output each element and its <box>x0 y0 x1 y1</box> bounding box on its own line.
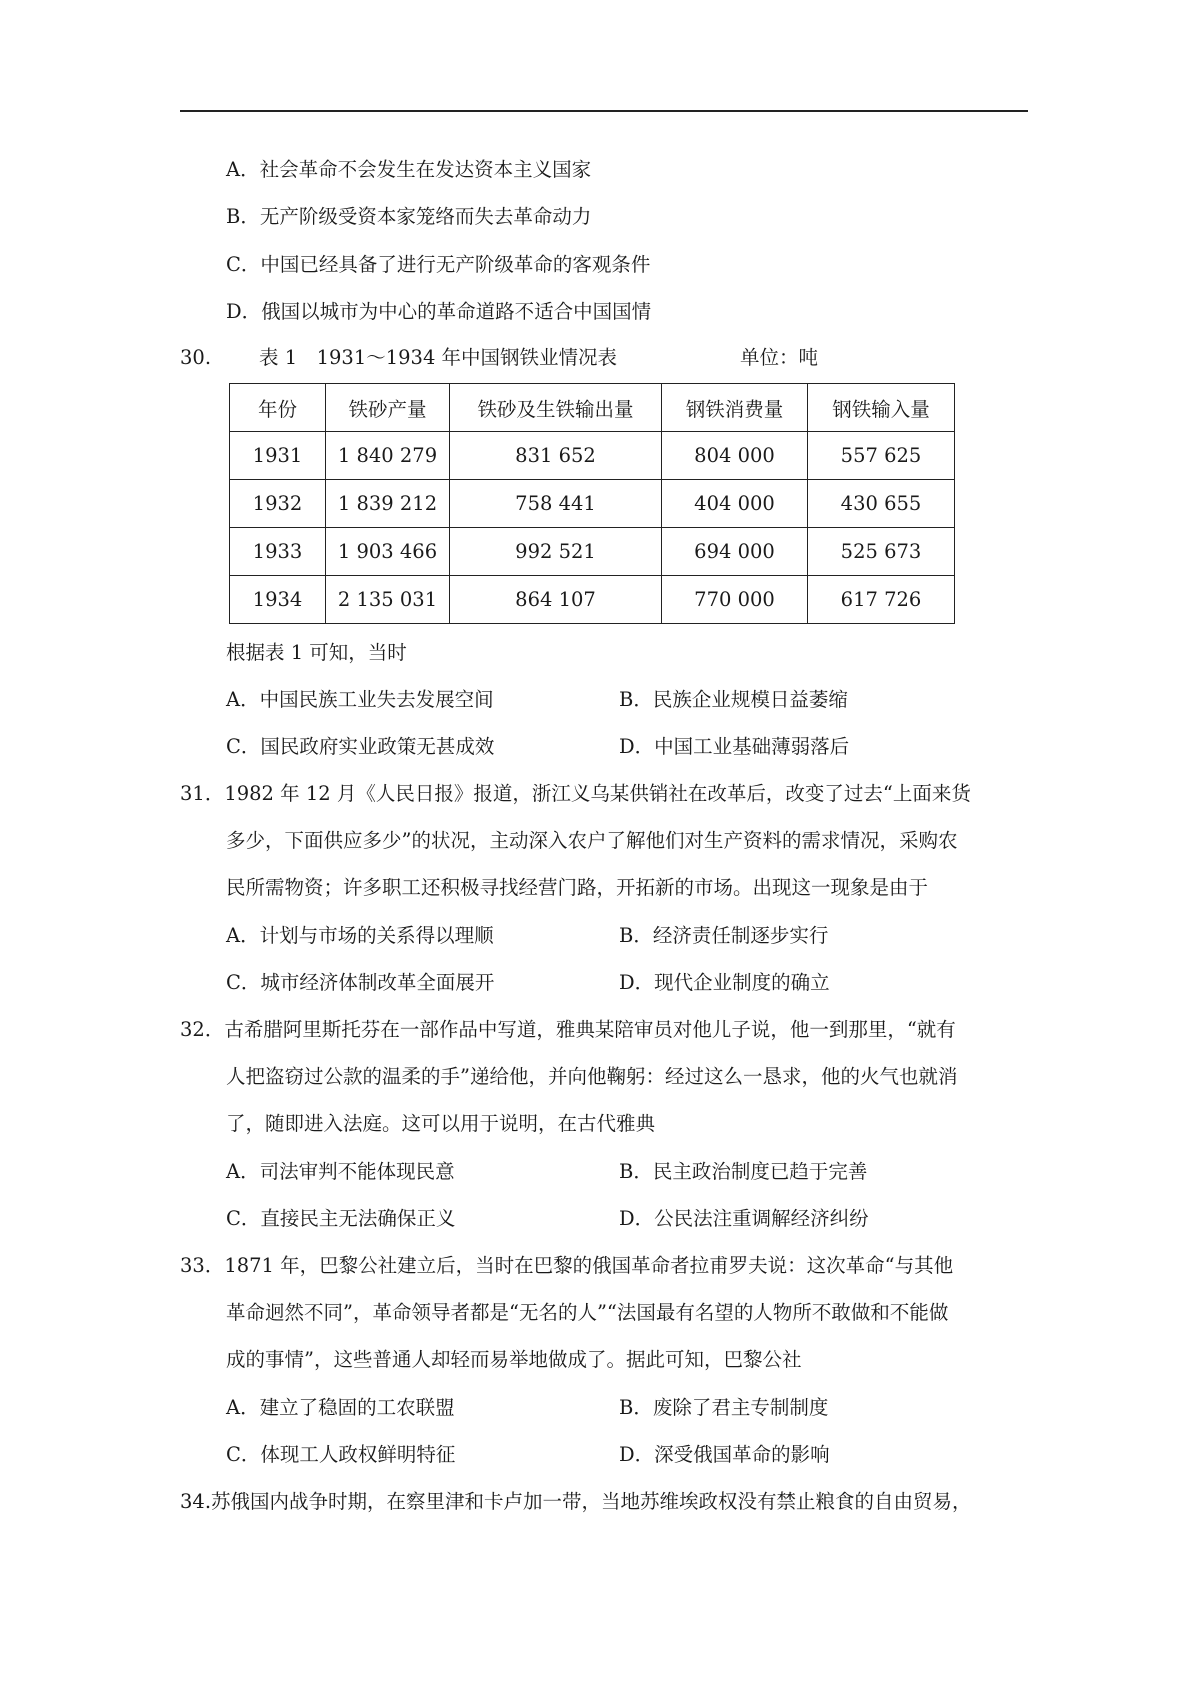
table-cell: 2 135 031 <box>326 576 450 624</box>
q32-option-a[interactable]: A．司法审判不能体现民意 <box>226 1160 455 1183</box>
q31-option-b[interactable]: B．经济责任制逐步实行 <box>619 924 829 947</box>
q29-option-c[interactable]: C．中国已经具备了进行无产阶级革命的客观条件 <box>226 253 651 276</box>
table-cell: 694 000 <box>662 528 808 576</box>
table-header-cell: 铁砂及生铁输出量 <box>450 384 662 432</box>
q32-option-b[interactable]: B．民主政治制度已趋于完善 <box>619 1160 868 1183</box>
q32-option-c[interactable]: C．直接民主无法确保正义 <box>226 1207 456 1230</box>
q33-stem-line-1: 33．1871 年，巴黎公社建立后，当时在巴黎的俄国革命者拉甫罗夫说：这次革命“与其他 <box>180 1254 954 1277</box>
q31-option-c[interactable]: C．城市经济体制改革全面展开 <box>226 971 495 994</box>
q30-table-unit: 单位：吨 <box>740 346 819 369</box>
table-row <box>230 528 955 576</box>
table-header-cell: 钢铁消费量 <box>662 384 808 432</box>
q33-option-a[interactable]: A．建立了稳固的工农联盟 <box>226 1396 455 1419</box>
q29-option-d[interactable]: D．俄国以城市为中心的革命道路不适合中国国情 <box>226 300 652 323</box>
table-cell: 831 652 <box>450 432 662 480</box>
table-cell: 804 000 <box>662 432 808 480</box>
table-cell: 770 000 <box>662 576 808 624</box>
q30-option-a[interactable]: A．中国民族工业失去发展空间 <box>226 688 494 711</box>
q31-option-a[interactable]: A．计划与市场的关系得以理顺 <box>226 924 494 947</box>
table-row <box>230 480 955 528</box>
table-cell: 557 625 <box>808 432 955 480</box>
q32-stem-line-3: 了，随即进入法庭。这可以用于说明，在古代雅典 <box>226 1112 656 1135</box>
q32-option-d[interactable]: D．公民法注重调解经济纠纷 <box>619 1207 869 1230</box>
q34-stem-line-1: 34.苏俄国内战争时期，在察里津和卡卢加一带，当地苏维埃政权没有禁止粮食的自由贸易， <box>180 1490 972 1513</box>
table-cell: 992 521 <box>450 528 662 576</box>
table-cell: 1933 <box>230 528 326 576</box>
q33-stem-line-2: 革命迥然不同”，革命领导者都是“无名的人”“法国最有名望的人物所不敢做和不能做 <box>226 1301 949 1324</box>
q33-option-d[interactable]: D．深受俄国革命的影响 <box>619 1443 830 1466</box>
table-cell: 525 673 <box>808 528 955 576</box>
q30-option-c[interactable]: C．国民政府实业政策无甚成效 <box>226 735 495 758</box>
q30-option-b[interactable]: B．民族企业规模日益萎缩 <box>619 688 848 711</box>
q31-stem-line-1: 31．1982 年 12 月《人民日报》报道，浙江义乌某供销社在改革后，改变了过去“上面来货 <box>180 782 971 805</box>
q30-option-d[interactable]: D．中国工业基础薄弱落后 <box>619 735 850 758</box>
q32-stem-line-1: 32．古希腊阿里斯托芬在一部作品中写道，雅典某陪审员对他儿子说，他一到那里，“就有 <box>180 1018 956 1041</box>
q31-option-d[interactable]: D．现代企业制度的确立 <box>619 971 830 994</box>
table-header-row <box>230 384 955 432</box>
header-rule <box>180 110 1028 112</box>
table-cell: 864 107 <box>450 576 662 624</box>
q29-option-a[interactable]: A．社会革命不会发生在发达资本主义国家 <box>226 158 592 181</box>
steel-industry-table <box>229 383 955 624</box>
q30-number: 30. <box>180 346 212 369</box>
table-cell: 1 839 212 <box>326 480 450 528</box>
table-row <box>230 576 955 624</box>
table-cell: 758 441 <box>450 480 662 528</box>
table-cell: 1932 <box>230 480 326 528</box>
table-cell: 617 726 <box>808 576 955 624</box>
table-cell: 430 655 <box>808 480 955 528</box>
table-row <box>230 432 955 480</box>
table-cell: 1 903 466 <box>326 528 450 576</box>
table-cell: 1931 <box>230 432 326 480</box>
q31-stem-line-3: 民所需物资；许多职工还积极寻找经营门路，开拓新的市场。出现这一现象是由于 <box>226 876 929 899</box>
table-cell: 1934 <box>230 576 326 624</box>
q33-stem-line-3: 成的事情”，这些普通人却轻而易举地做成了。据此可知，巴黎公社 <box>226 1348 802 1371</box>
q29-option-b[interactable]: B．无产阶级受资本家笼络而失去革命动力 <box>226 205 592 228</box>
q30-table-title: 表 1 1931～1934 年中国钢铁业情况表 <box>259 346 618 369</box>
table-header-cell: 铁砂产量 <box>326 384 450 432</box>
table-cell: 1 840 279 <box>326 432 450 480</box>
table-cell: 404 000 <box>662 480 808 528</box>
q31-stem-line-2: 多少，下面供应多少”的状况，主动深入农户了解他们对生产资料的需求情况，采购农 <box>226 829 958 852</box>
q33-option-c[interactable]: C．体现工人政权鲜明特征 <box>226 1443 456 1466</box>
q30-stem: 根据表 1 可知，当时 <box>226 641 407 664</box>
q33-option-b[interactable]: B．废除了君主专制制度 <box>619 1396 829 1419</box>
table-header-cell: 年份 <box>230 384 326 432</box>
table-header-cell: 钢铁输入量 <box>808 384 955 432</box>
q32-stem-line-2: 人把盗窃过公款的温柔的手”递给他，并向他鞠躬：经过这么一恳求，他的火气也就消 <box>226 1065 958 1088</box>
